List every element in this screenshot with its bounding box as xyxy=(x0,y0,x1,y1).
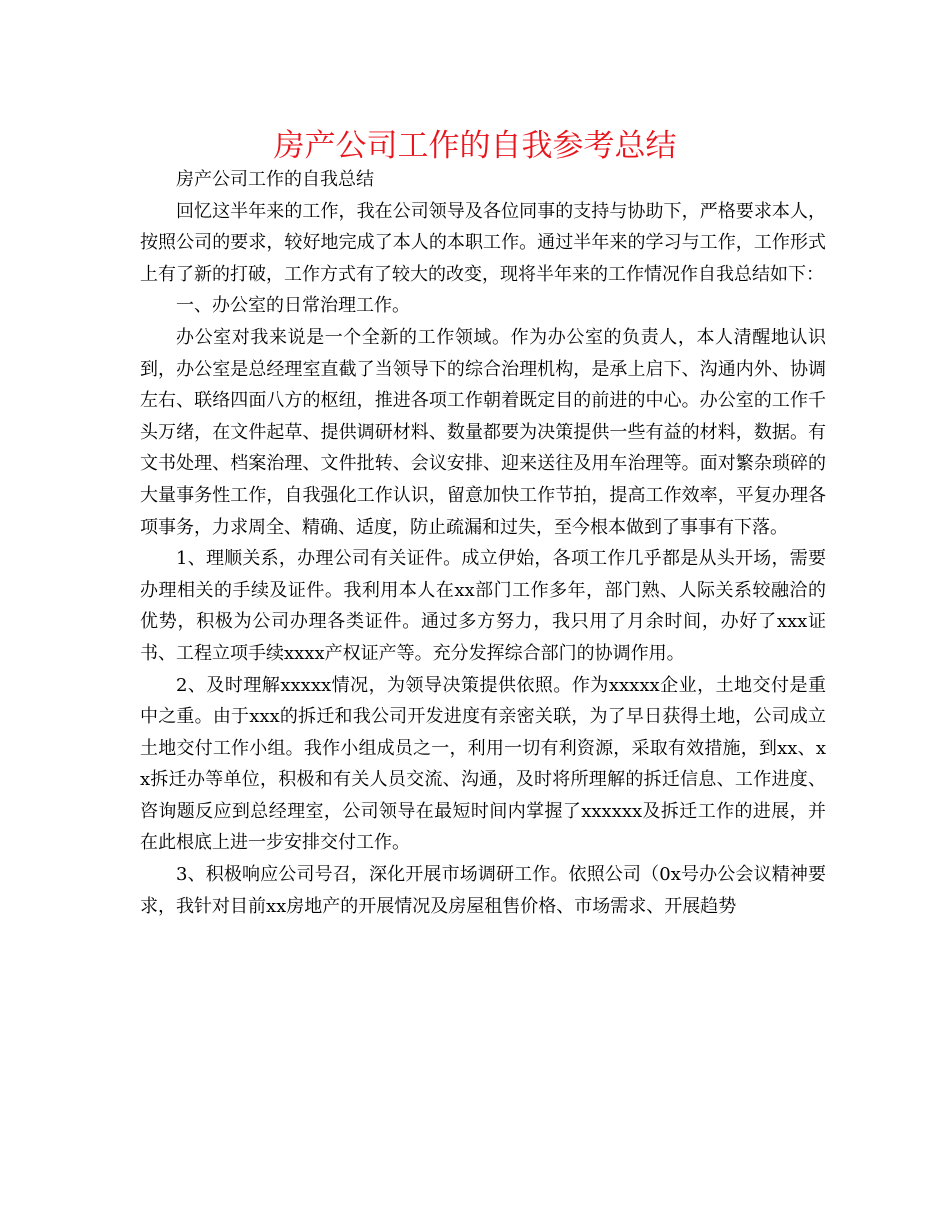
paragraph-intro: 回忆这半年来的工作，我在公司领导及各位同事的支持与协助下，严格要求本人，按照公司的要求，较好地完成了本人的本职工作。通过半年来的学习与工作，工作形式上有了新的打破，工作方式有了较大的改变，现将半年来的工作情况作自我总结如下： xyxy=(140,200,826,285)
document-title: 房产公司工作的自我参考总结 xyxy=(273,128,677,164)
paragraph-office-work: 办公室对我来说是一个全新的工作领域。作为办公室的负责人，本人清醒地认识到，办公室是总经理室直截了当领导下的综合治理机构，是承上启下、沟通内外、协调左右、联络四面八方的枢纽，推进各项工作朝着既定目的前进的中心。办公室的工作千头万绪，在文件起草、提供调研材料、数量都要为决策提供一些有益的材料，数据。有文书处理、档案治理、文件批转、会议安排、迎来送往及用车治理等。面对繁杂琐碎的大量事务性工作，自我强化工作认识，留意加快工作节拍，提高工作效率，平复办理各项事务，力求周全、精确、适度，防止疏漏和过失，至今根本做到了事事有下落。 xyxy=(140,326,826,538)
document-body xyxy=(140,164,826,922)
paragraph-item-1: 1、理顺关系，办理公司有关证件。成立伊始，各项工作几乎都是从头开场，需要办理相关的手续及证件。我利用本人在xx部门工作多年，部门熟、人际关系较融洽的优势，积极为公司办理各类证件。通过多方努力，我只用了月余时间，办好了xxx证书、工程立项手续xxxx产权证产等。充分发挥综合部门的协调作用。 xyxy=(140,548,826,664)
paragraph-subtitle: 房产公司工作的自我总结 xyxy=(176,169,374,190)
paragraph-item-2: 2、及时理解xxxxx情况，为领导决策提供依照。作为xxxxx企业，土地交付是重中之重。由于xxx的拆迁和我公司开发进度有亲密关联，为了早日获得土地，公司成立土地交付工作小组。我作小组成员之一，利用一切有利资源，采取有效措施，到xx、xx拆迁办等单位，积极和有关人员交流、沟通，及时将所理解的拆迁信息、工作进度、咨询题反应到总经理室，公司领导在最短时间内掌握了xxxxxx及拆迁工作的进展，并在此根底上进一步安排交付工作。 xyxy=(140,674,826,854)
paragraph-item-3: 3、积极响应公司号召，深化开展市场调研工作。依照公司（0x号办公会议精神要求，我针对目前xx房地产的开展情况及房屋租售价格、市场需求、开展趋势 xyxy=(140,864,826,917)
section-heading-office: 一、办公室的日常治理工作。 xyxy=(176,295,410,317)
